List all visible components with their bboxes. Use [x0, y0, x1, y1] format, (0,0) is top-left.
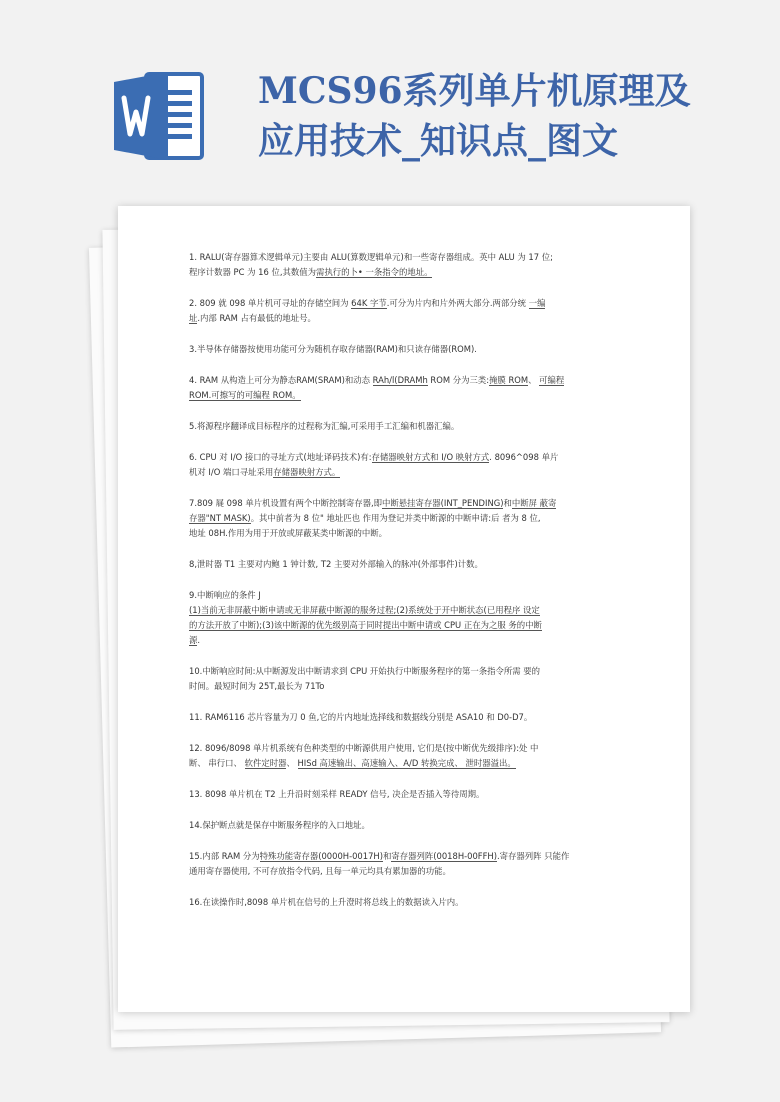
paragraph-line — [189, 311, 621, 326]
text-run: . — [197, 635, 201, 645]
underlined-text: 掩膜 ROM — [489, 375, 529, 385]
paragraph-12 — [189, 741, 621, 771]
underlined-text: 中断屏 蔽寄 — [511, 498, 557, 508]
underlined-text: 存储器映射方式。 — [273, 467, 341, 477]
underlined-text: ROM.可擦写的可编程 ROM。 — [189, 390, 301, 400]
text-run: 3.半导体存储器按使用功能可分为随机存取存储器(RAM)和只读存储器(ROM). — [189, 344, 477, 354]
paragraph-line — [189, 664, 621, 679]
paragraph-13 — [189, 787, 621, 802]
paragraph-line — [189, 511, 621, 526]
underlined-text: 址 — [189, 313, 198, 323]
underlined-text: 软件定时器 — [244, 758, 287, 768]
text-run: 地址 08H.作用为用于开放或屏蔽某类中断源的中断。 — [189, 528, 388, 538]
paragraph-4 — [189, 373, 621, 403]
paragraph-1 — [189, 250, 621, 280]
paragraph-line — [189, 296, 621, 311]
paragraph-line — [189, 679, 621, 694]
paragraph-line — [189, 265, 621, 280]
paragraph-9 — [189, 588, 621, 648]
text-run: 13. 8098 单片机在 T2 上升沿时刻采样 READY 信号, 决企是否插入等待周期。 — [189, 789, 485, 799]
text-run: . 8096^098 单片 — [489, 452, 559, 462]
underlined-text: 中断悬挂寄存器(INT_PENDING) — [381, 498, 504, 508]
paragraph-line — [189, 526, 621, 541]
paragraph-2 — [189, 296, 621, 326]
paragraph-line — [189, 419, 621, 434]
paragraph-line — [189, 741, 621, 756]
paragraph-15 — [189, 849, 621, 879]
paragraph-14 — [189, 818, 621, 833]
paragraph-line — [189, 895, 621, 910]
underlined-text: 存储器映射方式和 I/O 映射方式 — [371, 452, 490, 462]
text-run: 14.保护断点就是保存中断服务程序的入口地址。 — [189, 820, 370, 830]
text-run: 8,泄时器 T1 主要对内鲍 1 钟计数, T2 主要对外部输入的脉冲(外部事件)计数。 — [189, 559, 483, 569]
text-run: 和 — [382, 851, 392, 861]
paragraph-line — [189, 787, 621, 802]
text-run: 1. RALU(寄存器算术逻辑单元)主要由 ALU(算数逻辑单元)和一些寄存器组成。英中 ALU 为 17 位; — [189, 252, 553, 262]
underlined-text: 源 — [189, 635, 198, 645]
document-content — [189, 250, 621, 926]
paragraph-line — [189, 496, 621, 511]
text-run: 2. 809 就 098 单片机可寻址的存储空间为 — [189, 298, 352, 308]
paragraph-line — [189, 618, 621, 633]
text-run: 、 — [286, 758, 298, 768]
paragraph-line — [189, 849, 621, 864]
document-page — [118, 206, 690, 1012]
paragraph-line — [189, 388, 621, 403]
underlined-text: 的方法开放了中断) — [189, 620, 260, 630]
paragraph-line — [189, 373, 621, 388]
text-run: 6. CPU 对 I/O 接口的寻址方式(地址译码技术)有: — [189, 452, 372, 462]
paragraph-10 — [189, 664, 621, 694]
paragraph-3 — [189, 342, 621, 357]
text-run: .内部 RAM 占有最低的地址号。 — [197, 313, 316, 323]
text-run: 时间。最短时间为 25T,最长为 71To — [189, 681, 325, 691]
text-run: 11. RAM6116 芯片容量为刀 0 鱼,它的片内地址选择线和数据线分别是 ASA10 和 D0-D7。 — [189, 712, 533, 722]
underlined-text: 可编程 — [539, 375, 565, 385]
underlined-text: (1)当前无非屏蔽中断申请或无非屏蔽中断源的服务过程;(2)系统处于开中断状态(已用程序 设定 — [189, 605, 540, 615]
text-run: 5.将源程序翻译成目标程序的过程称为汇编,可采用手工汇编和机器汇编。 — [189, 421, 460, 431]
paragraph-line — [189, 588, 621, 603]
paragraph-6 — [189, 450, 621, 480]
text-run: 15.内部 RAM 分为 — [189, 851, 260, 861]
paragraph-11 — [189, 710, 621, 725]
text-run: 程序计数器 PC 为 16 位,其数值为 — [189, 267, 316, 277]
underlined-text: ;(3)该中断源的优先级别高于同时提出中断申请或 CPU 正在为之服 务的中断 — [259, 620, 542, 630]
text-run: 机对 I/O 端口寻址采用 — [189, 467, 274, 477]
title-line-2: 应用技术_知识点_图文 — [258, 120, 619, 162]
paragraph-line — [189, 342, 621, 357]
paragraph-line — [189, 250, 621, 265]
text-run: 通用寄存器使用, 不可存放指令代码, 且每一单元均具有累加器的功能。 — [189, 866, 451, 876]
underlined-text: RAh/l(DRAMh — [372, 375, 428, 385]
paragraph-5 — [189, 419, 621, 434]
text-run: .寄存器列阵 只能作 — [497, 851, 570, 861]
word-document-icon — [112, 68, 208, 164]
text-run: 、 — [528, 375, 540, 385]
paragraph-line — [189, 633, 621, 648]
paragraph-7 — [189, 496, 621, 541]
underlined-text: 一编 — [528, 298, 546, 308]
paragraph-line — [189, 557, 621, 572]
text-run: 16.在读操作时,8098 单片机在信号的上升澄时将总线上的数据读入片内。 — [189, 897, 464, 907]
paragraph-line — [189, 864, 621, 879]
underlined-text: 特殊功能寄存器(0000H-0017H) — [259, 851, 383, 861]
paragraph-line — [189, 756, 621, 771]
underlined-text: 需执行的卜• 一条指令的地址。 — [316, 267, 433, 277]
paragraph-16 — [189, 895, 621, 910]
text-run: 9.中断响应的条件 J — [189, 590, 261, 600]
text-run: 。其中前者为 8 位" 地址匹也 作用为登记并类中断源的中断申请:后 者为 8 位, — [250, 513, 541, 523]
text-run: 7.809 屣 098 单片机设置有两个中断控制寄存器,即 — [189, 498, 382, 508]
paragraph-line — [189, 465, 621, 480]
text-run: 断、 串行口、 — [189, 758, 245, 768]
title-line-1: MCS96系列单片机原理及 — [258, 70, 691, 112]
text-run: .可分为片内和片外两大部分.两部分统 — [386, 298, 529, 308]
document-title — [258, 66, 738, 166]
underlined-text: 寄存器列阵(0018H-00FFH) — [391, 851, 497, 861]
text-run: 4. RAM 从构造上可分为静态RAM(SRAM)和动态 — [189, 375, 373, 385]
text-run: ROM 分为三类: — [427, 375, 490, 385]
paragraph-line — [189, 603, 621, 618]
underlined-text: HISd 高速输出、高速输入、A/D 转换完成、 泄时器溢出。 — [297, 758, 516, 768]
text-run: 12. 8096/8098 单片机系统有色种类型的中断源供用户使用, 它们是(按中断优先级排序):处 中 — [189, 743, 539, 753]
underlined-text: 存器"NT MASK) — [189, 513, 251, 523]
underlined-text: 64K 字节 — [351, 298, 387, 308]
text-run: 和 — [503, 498, 512, 508]
paragraph-8 — [189, 557, 621, 572]
paragraph-line — [189, 450, 621, 465]
paragraph-line — [189, 710, 621, 725]
paragraph-line — [189, 818, 621, 833]
text-run: 10.中断响应时间:从中断源发出中断请求到 CPU 开始执行中断服务程序的第一条指令所需 要的 — [189, 666, 541, 676]
